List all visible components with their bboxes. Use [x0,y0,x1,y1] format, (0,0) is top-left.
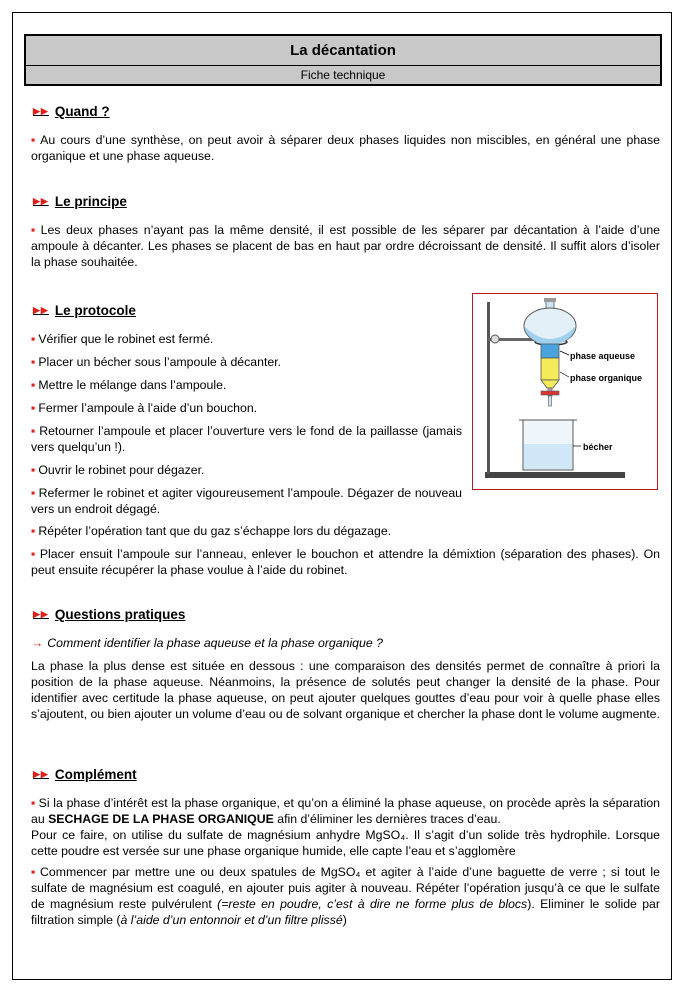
protocol-step: ▪ Placer un bécher sous l’ampoule à décanter. [31,355,282,369]
answer-paragraph: La phase la plus dense est située en dessous : une comparaison des densités permet de connaître à priori la position de la phase aqueuse. Néanmoins, la présence de solutés peut changer la densité de la phase. Pour identifier avec certitude la phase aqueuse, on peut ajouter quelques gouttes d’eau pour voir à quelle phase elles s’ajoutent, ou bien ajouter un volume d’eau ou de solvant organique et chercher la phase dont le volume augmente. [31,659,660,721]
protocol-step: ▪ Retourner l’ampoule et placer l’ouverture vers le fond de la paillasse (jamais vers quelqu’un !). [31,424,462,454]
page-title: La décantation [26,36,660,66]
paragraph-quand: ▪ Au cours d’une synthèse, on peut avoir à séparer deux phases liquides non miscibles, en général une phase organique et une phase aqueuse. [31,133,660,163]
arrow-icon: ▶▶ [33,305,49,315]
label-phase-aqueuse: phase aqueuse [570,351,636,361]
complement-paragraph-2: ▪ Commencer par mettre une ou deux spatules de MgSO₄ et agiter à l’aide d’une baguette de verre ; si tout le sulfate de magnésium est coagulé, en ajouter puis agiter à nouveau. Répéter l’opération jusqu’à ce que le sulfate de magnésium reste pulvérulent (=reste en poudre, c’est à dire ne forme plus de blocs). Eliminer le solide par filtration simple (à l’aide d’un entonnoir et d’un filtre plissé) [31,865,660,927]
bullet-icon: ▪ [31,865,38,879]
page-subtitle: Fiche technique [300,68,386,82]
label-becher: bécher [583,442,613,452]
paragraph-principe: ▪ Les deux phases n’ayant pas la même densité, il est possible de les séparer par décantation à l’aide d’une ampoule à décanter. Les phases se placent de bas en haut par ordre décroissant de densité. Il suffit alors d’isoler la phase souhaitée. [31,223,661,269]
heading-principe: ▶▶ Le principe [33,194,127,209]
heading-protocole: ▶▶ Le protocole [33,303,136,318]
label-phase-organique: phase organique [570,373,643,383]
bullet-icon: ▪ [31,223,38,237]
protocol-step: ▪ Mettre le mélange dans l’ampoule. [31,378,227,392]
heading-questions: ▶▶ Questions pratiques [33,607,186,622]
arrow-icon: ▶▶ [33,609,49,619]
complement-paragraph-1: ▪ Si la phase d’intérêt est la phase organique, et qu’on a éliminé la phase aqueuse, on procède après la séparation au SECHAGE DE LA PHASE ORGANIQUE afin d’éliminer les dernières traces d’eau. Pour ce faire, on utilise du sulfate de magnésium anhydre MgSO₄. Il s’agit d’un solide très hydrophile. Lorsque cette poudre est versée sur une phase organique humide, elle capte l’eau et s’agglomère [31,796,661,858]
heading-complement: ▶▶ Complément [33,767,137,782]
protocol-step: ▪ Ouvrir le robinet pour dégazer. [31,463,205,477]
arrow-icon: ▶▶ [33,196,49,206]
bullet-icon: ▪ [31,796,36,810]
protocol-step: ▪ Répéter l’opération tant que du gaz s’échappe lors du dégazage. [31,524,392,538]
heading-quand: ▶▶ Quand ? [33,104,110,119]
protocol-step: ▪ Refermer le robinet et agiter vigoureusement l’ampoule. Dégazer de nouveau vers un endroit dégagé. [31,486,462,516]
arrow-icon: ▶▶ [33,106,49,116]
question: → Comment identifier la phase aqueuse et la phase organique ? [31,636,383,650]
title-box [24,34,662,86]
protocol-step: ▪ Vérifier que le robinet est fermé. [31,332,214,346]
right-arrow-icon: → [31,636,44,650]
arrow-icon: ▶▶ [33,769,49,779]
bullet-icon: ▪ [31,133,38,147]
separatory-funnel-figure [472,293,658,490]
protocol-step: ▪ Fermer l’ampoule à l’aide d’un bouchon. [31,401,258,415]
protocol-step: ▪ Placer ensuit l’ampoule sur l’anneau, enlever le bouchon et attendre la démixtion (séparation des phases). On peut ensuite récupérer la phase voulue à l’aide du robinet. [31,547,661,577]
separatory-funnel-diagram [473,294,657,489]
